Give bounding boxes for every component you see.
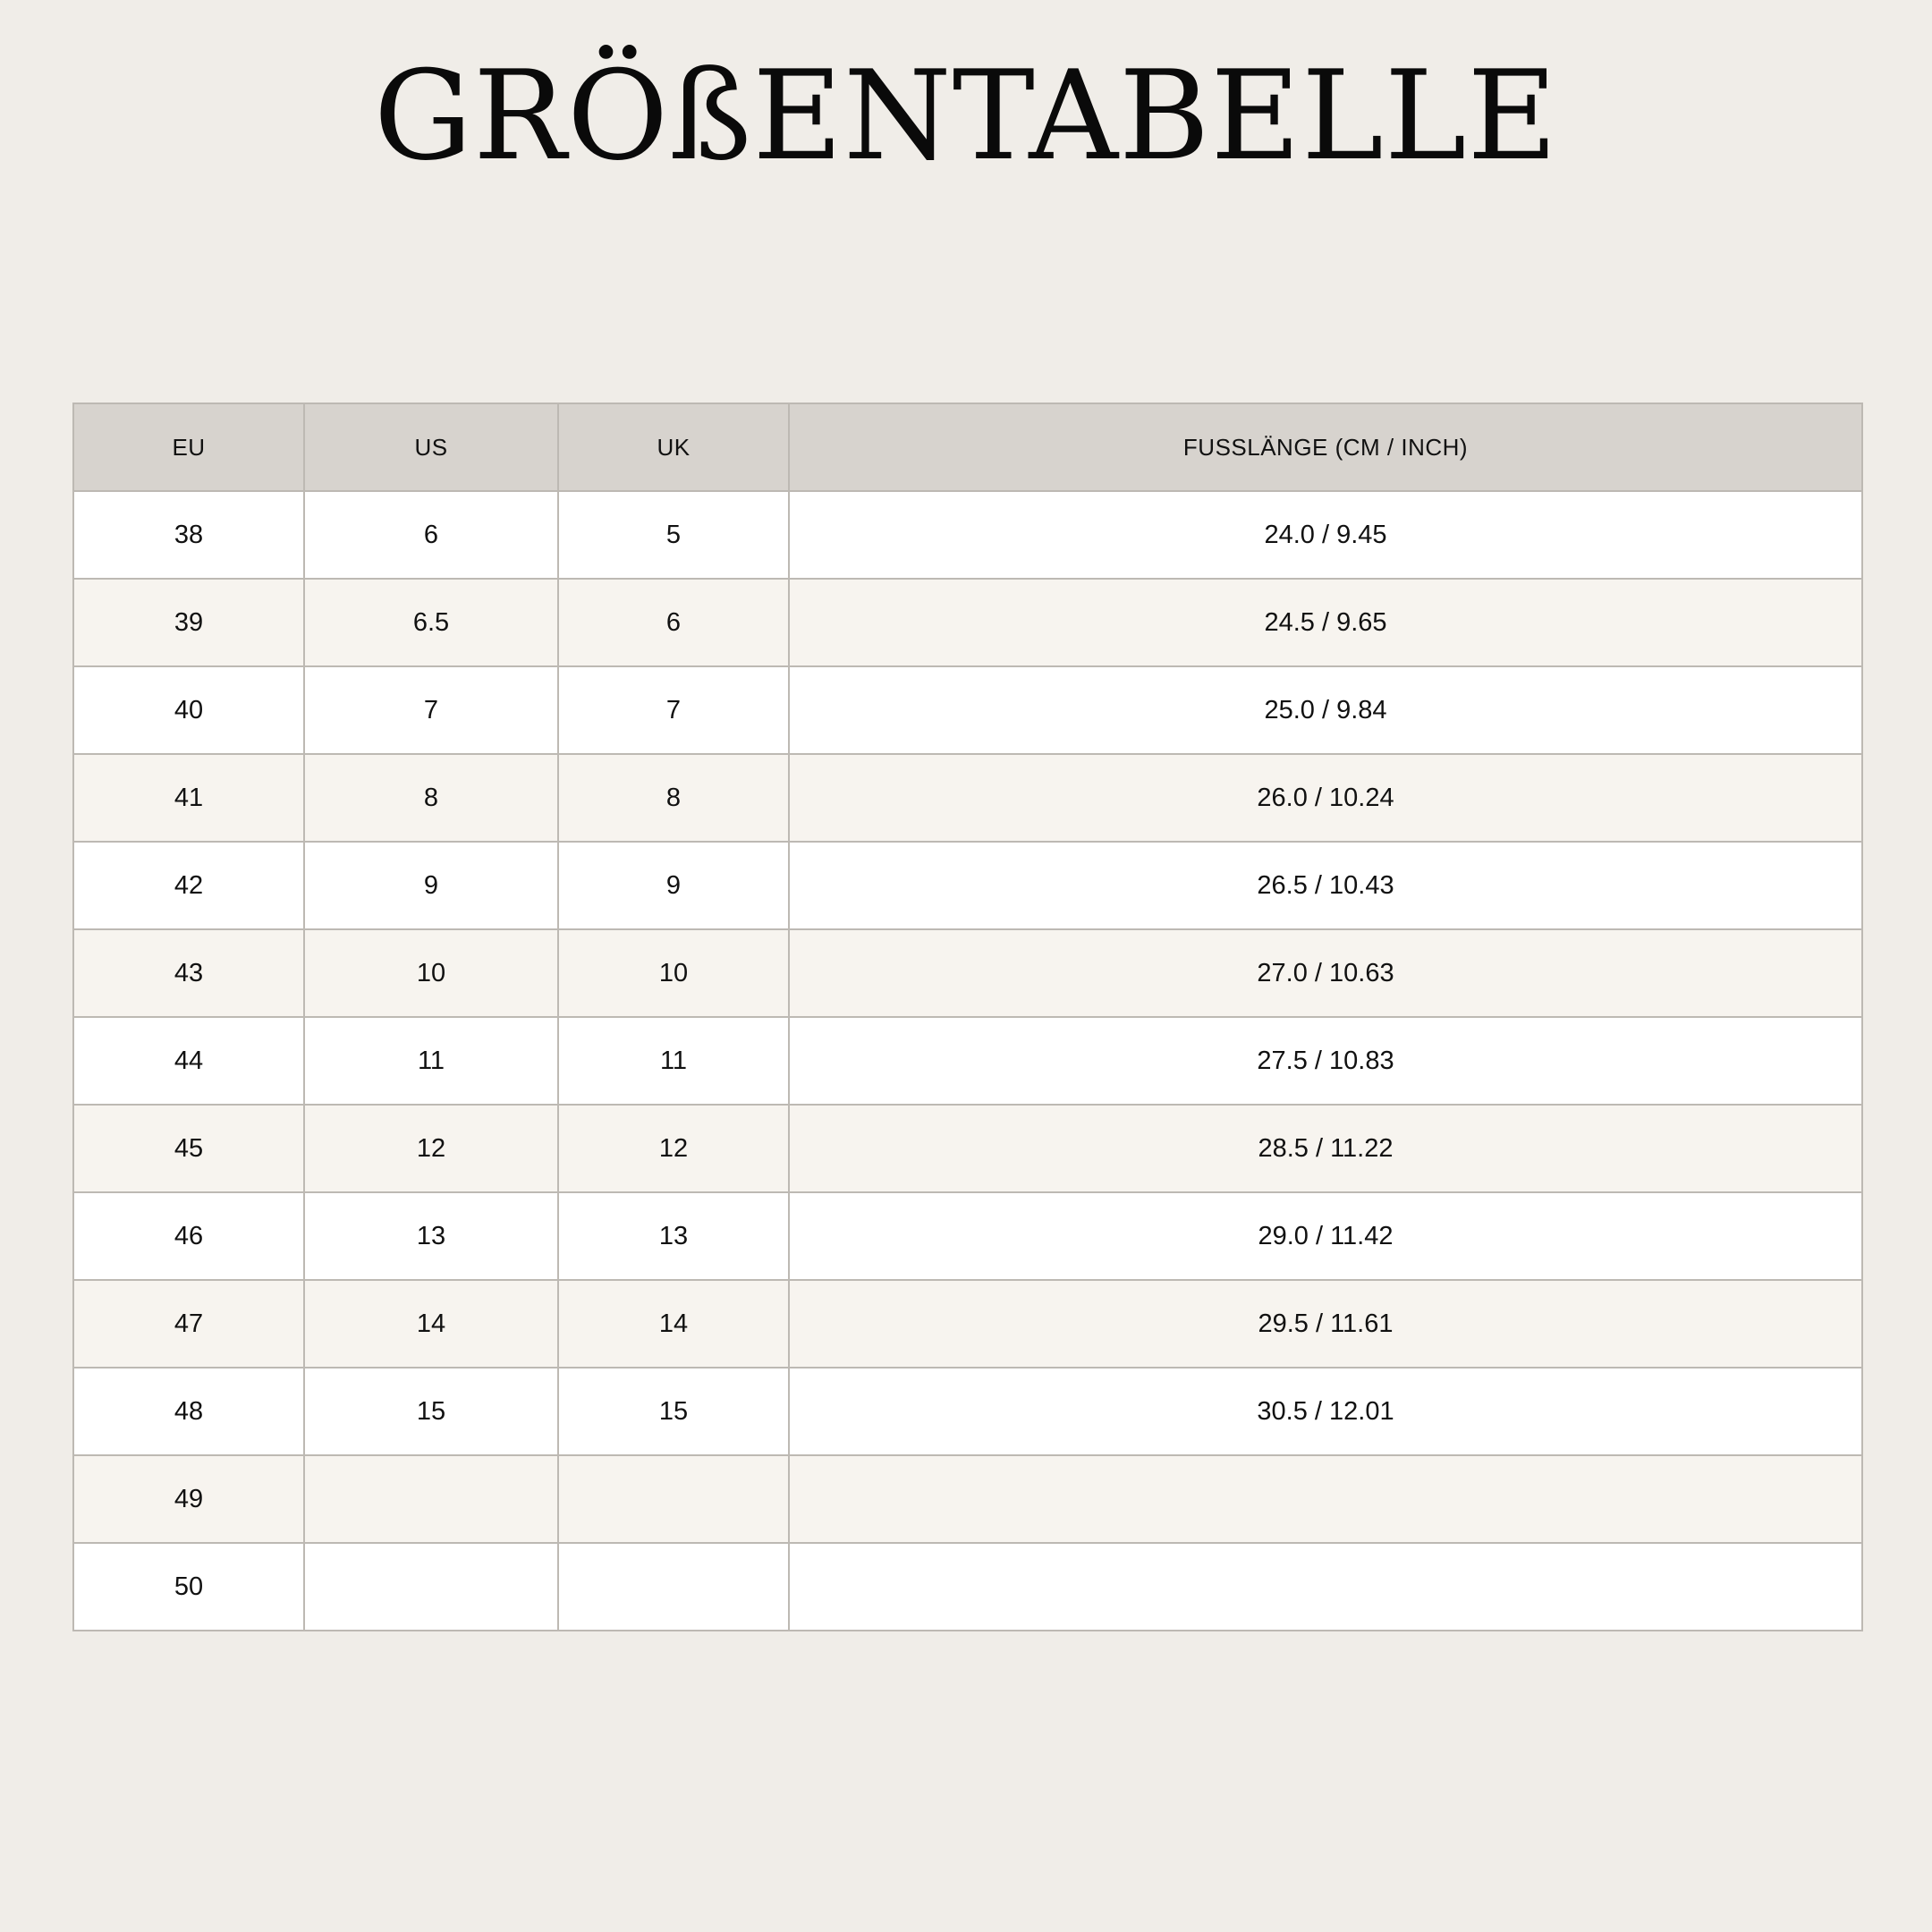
cell-foot-length: 26.5 / 10.43 (789, 842, 1862, 929)
cell-eu: 44 (73, 1017, 304, 1105)
cell-us: 7 (304, 666, 558, 754)
cell-eu: 45 (73, 1105, 304, 1192)
table-row (73, 754, 1862, 842)
cell-eu: 38 (73, 491, 304, 579)
cell-eu: 47 (73, 1280, 304, 1368)
cell-eu: 40 (73, 666, 304, 754)
cell-uk: 12 (558, 1105, 789, 1192)
table-row (73, 1543, 1862, 1631)
cell-foot-length: 28.5 / 11.22 (789, 1105, 1862, 1192)
cell-eu: 41 (73, 754, 304, 842)
size-chart-table (72, 402, 1863, 1631)
cell-foot-length (789, 1455, 1862, 1543)
cell-foot-length: 26.0 / 10.24 (789, 754, 1862, 842)
table-row (73, 929, 1862, 1017)
cell-eu: 46 (73, 1192, 304, 1280)
cell-uk: 5 (558, 491, 789, 579)
cell-foot-length: 27.0 / 10.63 (789, 929, 1862, 1017)
table-row (73, 579, 1862, 666)
cell-uk: 13 (558, 1192, 789, 1280)
cell-foot-length: 29.5 / 11.61 (789, 1280, 1862, 1368)
cell-foot-length: 27.5 / 10.83 (789, 1017, 1862, 1105)
cell-us: 8 (304, 754, 558, 842)
cell-eu: 48 (73, 1368, 304, 1455)
column-header-uk: UK (558, 403, 789, 491)
cell-us: 6.5 (304, 579, 558, 666)
cell-eu: 39 (73, 579, 304, 666)
column-header-eu: EU (73, 403, 304, 491)
cell-us: 11 (304, 1017, 558, 1105)
cell-uk (558, 1543, 789, 1631)
cell-us: 10 (304, 929, 558, 1017)
cell-foot-length: 25.0 / 9.84 (789, 666, 1862, 754)
table-row (73, 1455, 1862, 1543)
cell-us: 15 (304, 1368, 558, 1455)
table-row (73, 842, 1862, 929)
cell-uk: 6 (558, 579, 789, 666)
cell-us: 6 (304, 491, 558, 579)
cell-uk: 7 (558, 666, 789, 754)
cell-eu: 42 (73, 842, 304, 929)
table-row (73, 1105, 1862, 1192)
cell-us: 9 (304, 842, 558, 929)
cell-uk: 14 (558, 1280, 789, 1368)
column-header-foot-length: FUSSLÄNGE (CM / INCH) (789, 403, 1862, 491)
cell-us: 14 (304, 1280, 558, 1368)
cell-uk (558, 1455, 789, 1543)
table-row (73, 666, 1862, 754)
cell-eu: 43 (73, 929, 304, 1017)
cell-eu: 49 (73, 1455, 304, 1543)
cell-uk: 8 (558, 754, 789, 842)
table-row (73, 1192, 1862, 1280)
cell-uk: 9 (558, 842, 789, 929)
table-body (73, 491, 1862, 1631)
cell-uk: 10 (558, 929, 789, 1017)
column-header-us: US (304, 403, 558, 491)
table-row (73, 1368, 1862, 1455)
table-row (73, 1017, 1862, 1105)
cell-foot-length: 30.5 / 12.01 (789, 1368, 1862, 1455)
cell-us (304, 1455, 558, 1543)
cell-foot-length: 24.5 / 9.65 (789, 579, 1862, 666)
cell-uk: 15 (558, 1368, 789, 1455)
cell-uk: 11 (558, 1017, 789, 1105)
table-row (73, 491, 1862, 579)
table-header-row (73, 403, 1862, 491)
cell-foot-length: 24.0 / 9.45 (789, 491, 1862, 579)
table-row (73, 1280, 1862, 1368)
cell-foot-length: 29.0 / 11.42 (789, 1192, 1862, 1280)
cell-us: 13 (304, 1192, 558, 1280)
cell-us (304, 1543, 558, 1631)
page-title: GRÖßENTABELLE (373, 44, 1559, 188)
cell-foot-length (789, 1543, 1862, 1631)
cell-eu: 50 (73, 1543, 304, 1631)
cell-us: 12 (304, 1105, 558, 1192)
